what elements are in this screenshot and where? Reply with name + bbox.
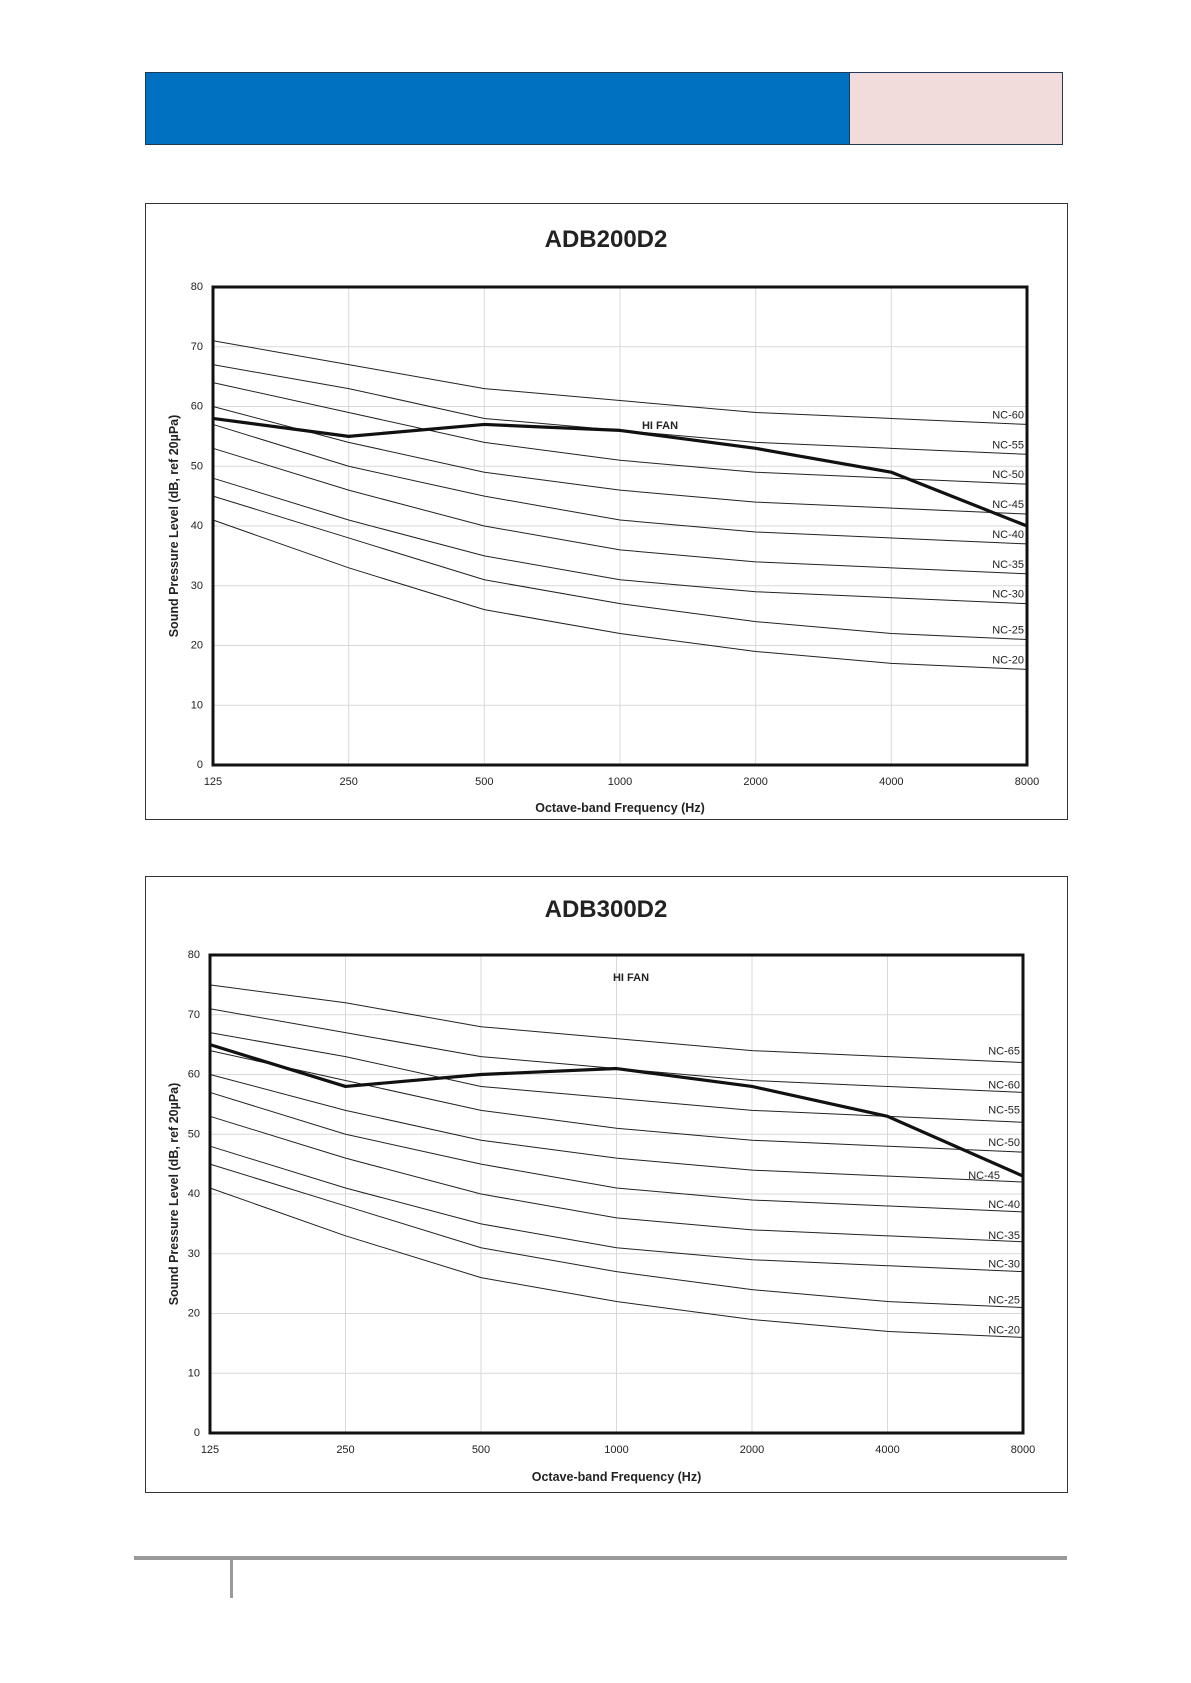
x-tick-label: 500 [471, 1444, 491, 1456]
chart-svg [146, 877, 1067, 1492]
series-label-nc-30: NC-30 [988, 1258, 1020, 1271]
chart-title: ADB300D2 [544, 895, 668, 923]
series-label-nc-25: NC-25 [992, 624, 1024, 637]
y-tick-label: 20 [187, 1307, 200, 1320]
y-tick-label: 70 [187, 1008, 200, 1021]
header-blue-block [146, 73, 850, 144]
series-label-nc-30: NC-30 [992, 588, 1024, 601]
series-label-nc-50: NC-50 [992, 469, 1024, 482]
y-axis-label: Sound Pressure Level (dB, ref 20µPa) [167, 1082, 181, 1306]
y-tick-label: 0 [193, 1427, 200, 1439]
grid-lines [213, 287, 1027, 765]
x-tick-label: 4000 [875, 1444, 900, 1456]
x-axis-label: Octave-band Frequency (Hz) [535, 801, 705, 815]
y-tick-label: 60 [190, 400, 203, 413]
series-label-nc-45: NC-45 [992, 499, 1024, 512]
x-tick-label: 8000 [1010, 1444, 1036, 1456]
y-tick-label: 50 [190, 460, 203, 473]
chart-title: ADB200D2 [544, 225, 668, 253]
y-tick-label: 80 [187, 949, 200, 961]
series-label-nc-25: NC-25 [988, 1294, 1020, 1307]
y-tick-label: 50 [187, 1128, 200, 1141]
series-label-nc-55: NC-55 [992, 439, 1024, 452]
x-tick-label: 4000 [879, 776, 904, 788]
x-tick-label: 1000 [607, 776, 633, 788]
series-label-nc-45: NC-45 [968, 1170, 1000, 1183]
x-tick-label: 250 [336, 1444, 355, 1456]
header-pink-block [850, 73, 1062, 144]
series-label-nc-65: NC-65 [988, 1045, 1020, 1058]
series-label-hi-fan: HI FAN [612, 972, 650, 984]
series-label-nc-60: NC-60 [988, 1079, 1020, 1092]
y-tick-label: 10 [187, 1367, 200, 1380]
x-axis-label: Octave-band Frequency (Hz) [531, 1470, 702, 1484]
series-label-hi-fan: HI FAN [641, 420, 679, 432]
footer-rule [134, 1556, 1067, 1560]
y-axis-label: Sound Pressure Level (dB, ref 20µPa) [167, 414, 181, 638]
series-label-nc-50: NC-50 [988, 1137, 1020, 1150]
y-tick-label: 30 [190, 579, 203, 592]
x-tick-label: 1000 [604, 1444, 629, 1456]
series-label-nc-20: NC-20 [988, 1324, 1020, 1337]
y-tick-label: 70 [190, 340, 203, 353]
series-label-nc-35: NC-35 [992, 558, 1024, 571]
page-header-bar [145, 72, 1063, 145]
x-tick-label: 2000 [739, 1444, 765, 1456]
y-tick-label: 80 [190, 281, 203, 293]
chart-adb200d2 [145, 203, 1068, 820]
x-tick-label: 500 [475, 776, 494, 788]
y-tick-label: 40 [190, 520, 203, 532]
series-label-nc-35: NC-35 [988, 1229, 1020, 1242]
footer-tick [230, 1558, 233, 1598]
series-label-nc-20: NC-20 [992, 654, 1024, 667]
series-label-nc-55: NC-55 [988, 1104, 1020, 1117]
x-tick-label: 125 [200, 1444, 220, 1456]
x-tick-label: 125 [203, 776, 223, 788]
y-tick-label: 40 [187, 1188, 200, 1200]
y-tick-label: 10 [190, 699, 203, 712]
chart-svg [146, 204, 1067, 819]
y-tick-label: 0 [196, 759, 203, 771]
chart-adb300d2 [145, 876, 1068, 1493]
x-tick-label: 250 [339, 776, 358, 788]
grid-lines [210, 955, 1023, 1433]
series-label-nc-40: NC-40 [988, 1198, 1020, 1211]
series-label-nc-60: NC-60 [992, 409, 1024, 422]
x-tick-label: 2000 [743, 776, 768, 788]
y-tick-label: 30 [187, 1247, 200, 1260]
series-label-nc-40: NC-40 [992, 528, 1024, 541]
y-tick-label: 60 [187, 1068, 200, 1081]
x-tick-label: 8000 [1014, 776, 1040, 788]
y-tick-label: 20 [190, 639, 203, 652]
